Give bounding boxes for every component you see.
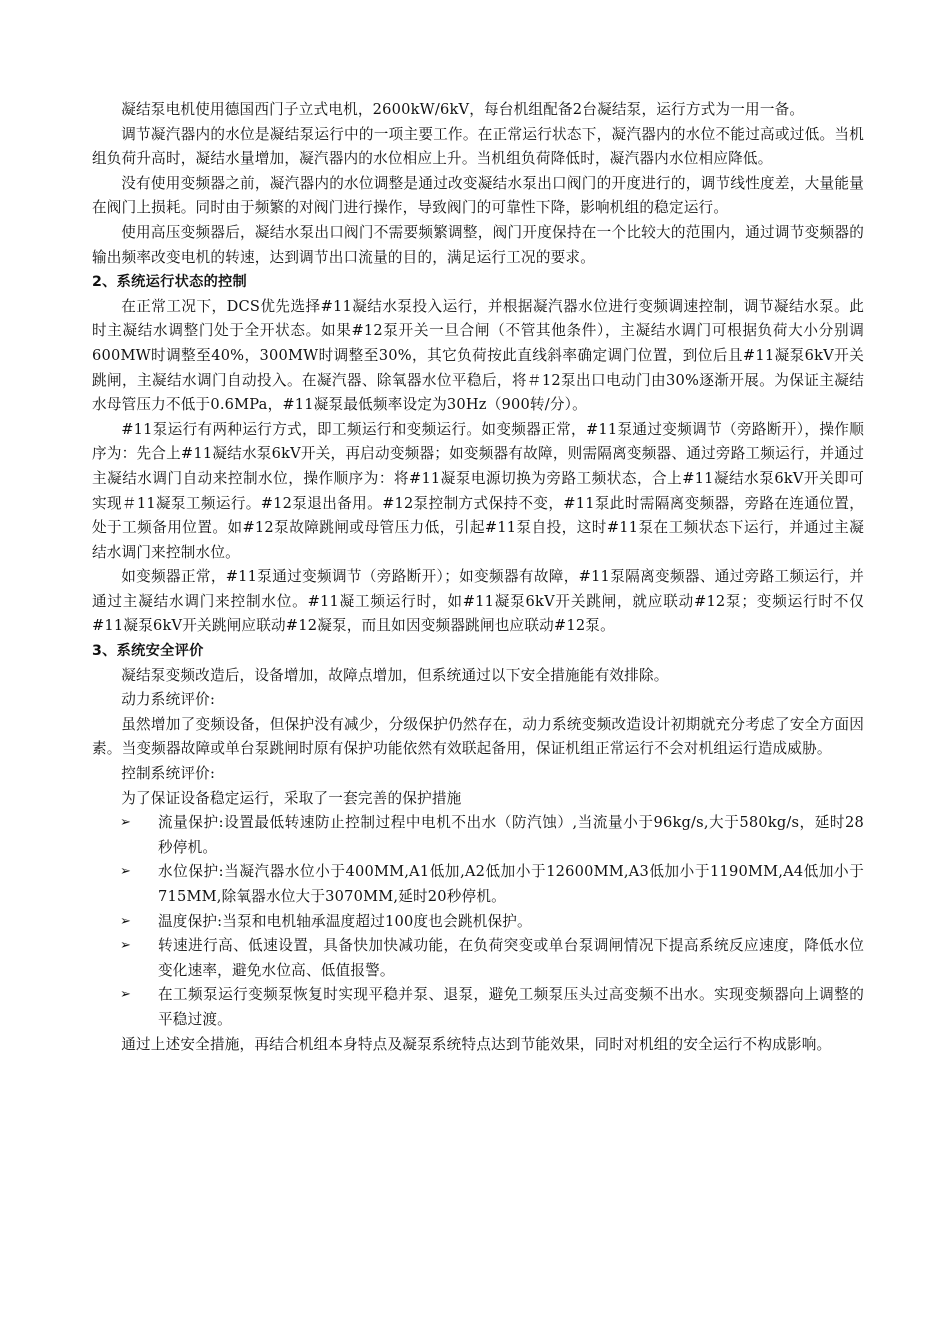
arrow-bullet-icon: ➢ xyxy=(120,913,132,929)
intro-paragraph-1: 凝结泵电机使用德国西门子立式电机，2600kW/6kV，每台机组配备2台凝结泵，运行方式为一用一备。 xyxy=(121,101,805,118)
arrow-bullet-icon: ➢ xyxy=(120,987,132,1003)
list-item xyxy=(92,811,864,860)
section-2-paragraph-1: 在正常工况下，DCS优先选择#11凝结水泵投入运行，并根据凝汽器水位进行变频调速控制，调节凝结水泵。此时主凝结水调整门处于全开状态。如果#12泵开关一旦合闸（不管其他条件），主凝结水调门可根据负荷大小分别调600MW时调整至40%，300MW时调整至30%，其它负荷按此直线斜率确定调门位置，到位后且#11凝泵6kV开关跳闸，主凝结水调门自动投入。在凝汽器、除氧器水位平稳后，将＃12泵出口电动门由30%逐渐开展。为保证主凝结水母管压力不低于0.6MPa，#11凝泵最低频率设定为30Hz（900转/分）。 xyxy=(92,297,864,414)
section-3-intro: 凝结泵变频改造后，设备增加，故障点增加，但系统通过以下安全措施能有效排除。 xyxy=(121,666,669,684)
power-system-text: 虽然增加了变频设备，但保护没有减少，分级保护仍然存在，动力系统变频改造设计初期就充分考虑了安全方面因素。当变频器故障或单台泵跳闸时原有保护功能依然有效联起备用，保证机组正常运行不会对机组运行造成威胁。 xyxy=(92,715,864,758)
control-system-label: 控制系统评价: xyxy=(121,765,216,783)
document-page xyxy=(92,98,864,1057)
intro-paragraph-4: 使用高压变频器后，凝结水泵出口阀门不需要频繁调整，阀门开度保持在一个比较大的范围内，通过调节变频器的输出频率改变电机的转速，达到调节出口流量的目的，满足运行工况的要求。 xyxy=(92,223,864,266)
list-item-text: 在工频泵运行变频泵恢复时实现平稳并泵、退泵，避免工频泵压头过高变频不出水。实现变频器向上调整的平稳过渡。 xyxy=(158,986,864,1028)
list-item-text: 流量保护:设置最低转速防止控制过程中电机不出水（防汽蚀）,当流量小于96kg/s,大于580kg/s，延时28秒停机。 xyxy=(158,814,864,856)
section-2-paragraph-3: 如变频器正常，#11泵通过变频调节（旁路断开）；如变频器有故障，#11泵隔离变频器、通过旁路工频运行，并通过主凝结水调门来控制水位。#11凝工频运行时，如#11凝泵6kV开关跳闸，就应联动#12泵；变频运行时不仅#11凝泵6kV开关跳闸应联动#12凝泵，而且如因变频器跳闸也应联动#12泵。 xyxy=(92,568,864,635)
list-item xyxy=(92,910,864,935)
list-item xyxy=(92,934,864,983)
power-system-label: 动力系统评价: xyxy=(121,691,216,709)
list-item-text: 水位保护:当凝汽器水位小于400MM,A1低加,A2低加小于12600MM,A3低加小于1190MM,A4低加小于715MM,除氧器水位大于3070MM,延时20秒停机。 xyxy=(158,863,864,905)
section-2-paragraph-2: #11泵运行有两种运行方式，即工频运行和变频运行。如变频器正常，#11泵通过变频调节（旁路断开），操作顺序为：先合上#11凝结水泵6kV开关，再启动变频器；如变频器有故障，则需隔离变频器、通过旁路工频运行，并通过主凝结水调门自动来控制水位，操作顺序为：将#11凝泵电源切换为旁路工频状态，合上#11凝结水泵6kV开关即可实现＃11凝泵工频运行。#12泵退出备用。#12泵控制方式保持不变，#11泵此时需隔离变频器，旁路在连通位置，处于工频备用位置。如#12泵故障跳闸或母管压力低，引起#11泵自投，这时#11泵在工频状态下运行，并通过主凝结水调门来控制水位。 xyxy=(92,420,864,561)
intro-paragraph-3: 没有使用变频器之前，凝汽器内的水位调整是通过改变凝结水泵出口阀门的开度进行的，调节线性度差，大量能量在阀门上损耗。同时由于频繁的对阀门进行操作，导致阀门的可靠性下降，影响机组的稳定运行。 xyxy=(92,174,864,217)
control-system-intro: 为了保证设备稳定运行，采取了一套完善的保护措施 xyxy=(121,789,462,807)
protection-measures-list xyxy=(92,811,864,1032)
list-item xyxy=(92,860,864,909)
list-item xyxy=(92,983,864,1032)
arrow-bullet-icon: ➢ xyxy=(120,864,132,880)
conclusion-paragraph: 通过上述安全措施，再结合机组本身特点及凝泵系统特点达到节能效果，同时对机组的安全运行不构成影响。 xyxy=(121,1035,832,1053)
arrow-bullet-icon: ➢ xyxy=(120,815,132,831)
list-item-text: 转速进行高、低速设置，具备快加快减功能，在负荷突变或单台泵调闸情况下提高系统反应速度，降低水位变化速率，避免水位高、低值报警。 xyxy=(158,937,864,979)
intro-paragraph-2: 调节凝汽器内的水位是凝结泵运行中的一项主要工作。在正常运行状态下，凝汽器内的水位不能过高或过低。当机组负荷升高时，凝结水量增加，凝汽器内的水位相应上升。当机组负荷降低时，凝汽器内水位相应降低。 xyxy=(92,125,864,168)
section-2-heading: 2、系统运行状态的控制 xyxy=(92,274,248,291)
section-3-heading: 3、系统安全评价 xyxy=(92,643,204,660)
arrow-bullet-icon: ➢ xyxy=(120,938,132,954)
list-item-text: 温度保护:当泵和电机轴承温度超过100度也会跳机保护。 xyxy=(158,912,532,930)
